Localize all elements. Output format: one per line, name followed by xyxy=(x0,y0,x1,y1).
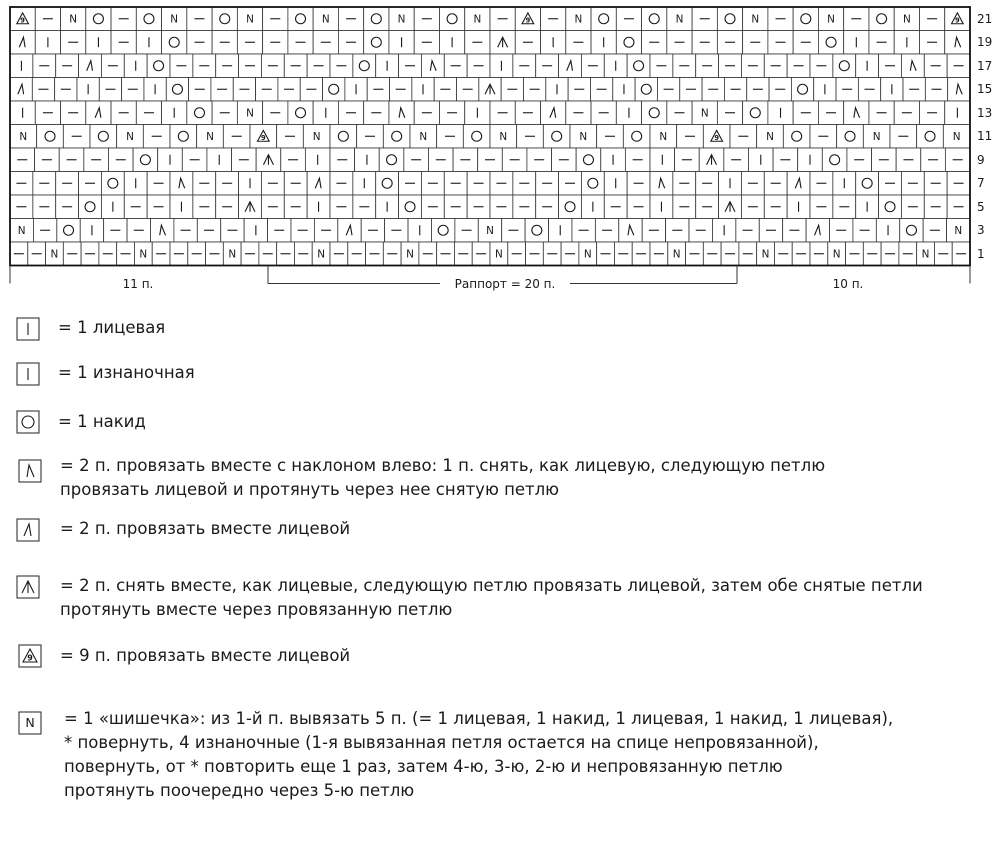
row-number-17: 17 xyxy=(977,58,993,73)
chart-cell xyxy=(353,54,376,78)
svg-text:N: N xyxy=(921,248,930,261)
svg-text:N: N xyxy=(139,248,148,261)
label-right-stitches: 10 п. xyxy=(832,277,864,291)
chart-row-15 xyxy=(10,78,970,102)
chart-row-9 xyxy=(10,148,970,172)
chart-cell xyxy=(147,54,170,78)
chart-cell xyxy=(642,7,667,31)
chart-cell xyxy=(57,219,80,243)
svg-text:N: N xyxy=(228,248,237,261)
chart-cell xyxy=(431,219,454,243)
chart-row-19 xyxy=(10,31,970,55)
chart-cell xyxy=(787,172,810,196)
svg-text:9: 9 xyxy=(27,653,33,663)
chart-cell xyxy=(948,78,970,102)
bobble-symbol-icon xyxy=(18,711,42,735)
chart-cell xyxy=(399,195,422,219)
chart-cell xyxy=(288,7,313,31)
chart-cell xyxy=(581,172,604,196)
k9tog-symbol-icon xyxy=(18,644,42,668)
row-number-11: 11 xyxy=(977,129,993,144)
svg-text:N: N xyxy=(832,248,841,261)
purl-symbol-icon xyxy=(16,362,40,386)
chart-cell xyxy=(635,78,657,102)
chart-cell xyxy=(806,219,829,243)
svg-text:N: N xyxy=(486,224,494,237)
chart-cell xyxy=(439,7,464,31)
legend-ssk-text-2: провязать лицевой и протянуть через нее снятую петлю xyxy=(60,480,560,499)
chart-cell xyxy=(619,219,642,243)
row-number-9: 9 xyxy=(977,152,985,167)
svg-text:N: N xyxy=(419,130,428,143)
chart-cell xyxy=(793,7,818,31)
svg-text:N: N xyxy=(170,13,179,26)
svg-text:N: N xyxy=(659,130,668,143)
svg-text:N: N xyxy=(25,715,35,731)
chart-cell xyxy=(833,54,856,78)
chart-cell xyxy=(90,125,117,149)
svg-text:N: N xyxy=(406,248,414,261)
chart-row-5 xyxy=(10,195,970,219)
svg-text:N: N xyxy=(494,248,503,261)
svg-text:N: N xyxy=(499,130,508,143)
chart-cell xyxy=(389,101,414,125)
legend-bobble-text-1: = 1 «шишечка»: из 1-й п. вывязать 5 п. (= 1 лицевая, 1 накид, 1 лицевая, 1 накид, 1 лицевая), xyxy=(64,709,894,728)
chart-cell xyxy=(783,125,810,149)
chart-cell xyxy=(642,101,667,125)
chart-cell xyxy=(166,78,188,102)
chart-cell xyxy=(288,101,313,125)
row-number-5: 5 xyxy=(977,199,985,214)
svg-text:N: N xyxy=(206,130,214,143)
svg-text:N: N xyxy=(126,130,134,143)
chart-cell xyxy=(79,54,102,78)
chart-cell xyxy=(900,219,923,243)
chart-row-13 xyxy=(10,101,970,125)
chart-cell xyxy=(364,31,389,55)
chart-cell xyxy=(743,101,768,125)
cdd-symbol-icon xyxy=(16,575,40,599)
svg-text:N: N xyxy=(317,248,326,261)
k2tog-symbol-icon xyxy=(16,518,40,542)
knitting-chart xyxy=(0,0,1000,300)
svg-text:N: N xyxy=(579,130,588,143)
legend-purl-text: = 1 изнаночная xyxy=(58,363,195,382)
chart-cell xyxy=(791,78,813,102)
chart-cell xyxy=(79,195,102,219)
svg-text:N: N xyxy=(473,13,482,26)
chart-row-17 xyxy=(10,54,970,78)
svg-text:N: N xyxy=(321,13,330,26)
svg-text:N: N xyxy=(574,13,583,26)
chart-cell xyxy=(623,125,650,149)
chart-cell xyxy=(136,7,161,31)
chart-row-11 xyxy=(10,125,970,149)
svg-text:N: N xyxy=(954,224,963,237)
chart-cell xyxy=(364,7,389,31)
legend-knit-text: = 1 лицевая xyxy=(58,318,166,337)
svg-text:N: N xyxy=(19,130,28,143)
chart-cell xyxy=(170,172,193,196)
svg-text:N: N xyxy=(50,248,59,261)
row-number-21: 21 xyxy=(977,11,993,26)
svg-text:N: N xyxy=(246,107,254,120)
chart-row-3 xyxy=(10,219,970,243)
legend-bobble-text-2: * повернуть, 4 изнаночные (1-я вывязанная петля остается на спице непровязанной), xyxy=(64,733,819,752)
label-repeat: Раппорт = 20 п. xyxy=(454,277,556,291)
chart-cell xyxy=(187,101,212,125)
yarn-over-symbol-icon xyxy=(16,410,40,434)
chart-cell xyxy=(856,172,879,196)
chart-cell xyxy=(917,125,944,149)
svg-text:N: N xyxy=(675,13,684,26)
svg-text:N: N xyxy=(751,13,760,26)
chart-cell xyxy=(901,54,924,78)
ssk-symbol-icon xyxy=(18,459,42,483)
chart-row-7 xyxy=(10,172,970,196)
chart-cell xyxy=(822,148,847,172)
row-number-19: 19 xyxy=(977,35,993,50)
chart-cell xyxy=(818,31,843,55)
chart-cell xyxy=(170,125,197,149)
knit-symbol-icon xyxy=(16,317,40,341)
svg-text:9: 9 xyxy=(955,16,960,25)
chart-cell xyxy=(591,7,616,31)
legend-cdd-text-2: протянуть вместе через провязанную петлю xyxy=(60,600,453,619)
svg-text:N: N xyxy=(246,13,254,26)
svg-text:9: 9 xyxy=(525,16,531,25)
svg-text:N: N xyxy=(952,130,961,143)
legend-bobble-text-3: повернуть, от * повторить еще 1 раз, затем 4-ю, 3-ю, 2-ю и непровязанную петлю xyxy=(64,757,783,776)
chart-cell xyxy=(212,7,237,31)
chart-cell xyxy=(150,219,173,243)
chart-cell xyxy=(421,54,444,78)
chart-cell xyxy=(162,31,187,55)
chart-cell xyxy=(837,125,864,149)
row-number-15: 15 xyxy=(977,82,993,97)
legend-ssk-text-1: = 2 п. провязать вместе с наклоном влево: 1 п. снять, как лицевую, следующую петлю xyxy=(60,456,826,475)
chart-cell xyxy=(37,125,64,149)
svg-text:N: N xyxy=(872,130,881,143)
chart-cell xyxy=(86,101,111,125)
chart-row-1 xyxy=(10,242,970,266)
svg-text:9: 9 xyxy=(20,16,25,25)
svg-text:N: N xyxy=(583,248,592,261)
chart-cell xyxy=(717,7,742,31)
chart-cell xyxy=(338,219,361,243)
row-number-3: 3 xyxy=(977,223,985,238)
chart-cell xyxy=(576,148,601,172)
legend-cdd-text-1: = 2 п. снять вместе, как лицевые, следующую петлю провязать лицевой, затем обе снятые петли xyxy=(60,576,923,595)
chart-cell xyxy=(616,31,641,55)
chart-cell xyxy=(330,125,357,149)
svg-text:N: N xyxy=(902,13,911,26)
svg-text:N: N xyxy=(827,13,835,26)
chart-cell xyxy=(525,219,548,243)
chart-cell xyxy=(376,172,399,196)
legend-k9tog-text: = 9 п. провязать вместе лицевой xyxy=(60,646,351,665)
chart-cell xyxy=(650,172,673,196)
chart-cell xyxy=(86,7,111,31)
chart-cell xyxy=(559,54,582,78)
chart-cell xyxy=(463,125,490,149)
svg-text:N: N xyxy=(69,13,78,26)
row-number-7: 7 xyxy=(977,176,985,191)
svg-text:N: N xyxy=(766,130,774,143)
legend-bobble-text-4: протянуть поочередно через 5-ю петлю xyxy=(64,781,415,800)
svg-text:9: 9 xyxy=(261,134,266,142)
chart-cell xyxy=(379,148,404,172)
legend-k2tog-text: = 2 п. провязать вместе лицевой xyxy=(60,519,351,538)
chart-cell xyxy=(101,172,124,196)
chart-cell xyxy=(383,125,410,149)
svg-text:N: N xyxy=(17,224,26,237)
chart-cell xyxy=(869,7,894,31)
svg-text:N: N xyxy=(761,248,770,261)
row-number-13: 13 xyxy=(977,105,993,120)
legend-yarn-over-text: = 1 накид xyxy=(58,412,146,431)
chart-cell xyxy=(10,78,32,102)
chart-row-21 xyxy=(10,7,970,31)
chart-cell xyxy=(945,31,970,55)
row-number-1: 1 xyxy=(977,246,985,261)
chart-cell xyxy=(10,31,35,55)
svg-text:N: N xyxy=(700,107,709,120)
svg-text:N: N xyxy=(397,13,406,26)
svg-text:9: 9 xyxy=(714,134,719,142)
label-left-stitches: 11 п. xyxy=(122,277,154,291)
chart-cell xyxy=(541,101,566,125)
chart-cell xyxy=(844,101,869,125)
chart-cell xyxy=(627,54,650,78)
svg-text:N: N xyxy=(672,248,681,261)
chart-cell xyxy=(323,78,345,102)
chart-cell xyxy=(307,172,330,196)
chart-grid xyxy=(10,7,970,266)
chart-cell xyxy=(559,195,582,219)
chart-cell xyxy=(133,148,158,172)
svg-text:N: N xyxy=(312,130,321,143)
chart-cell xyxy=(543,125,570,149)
chart-cell xyxy=(879,195,902,219)
